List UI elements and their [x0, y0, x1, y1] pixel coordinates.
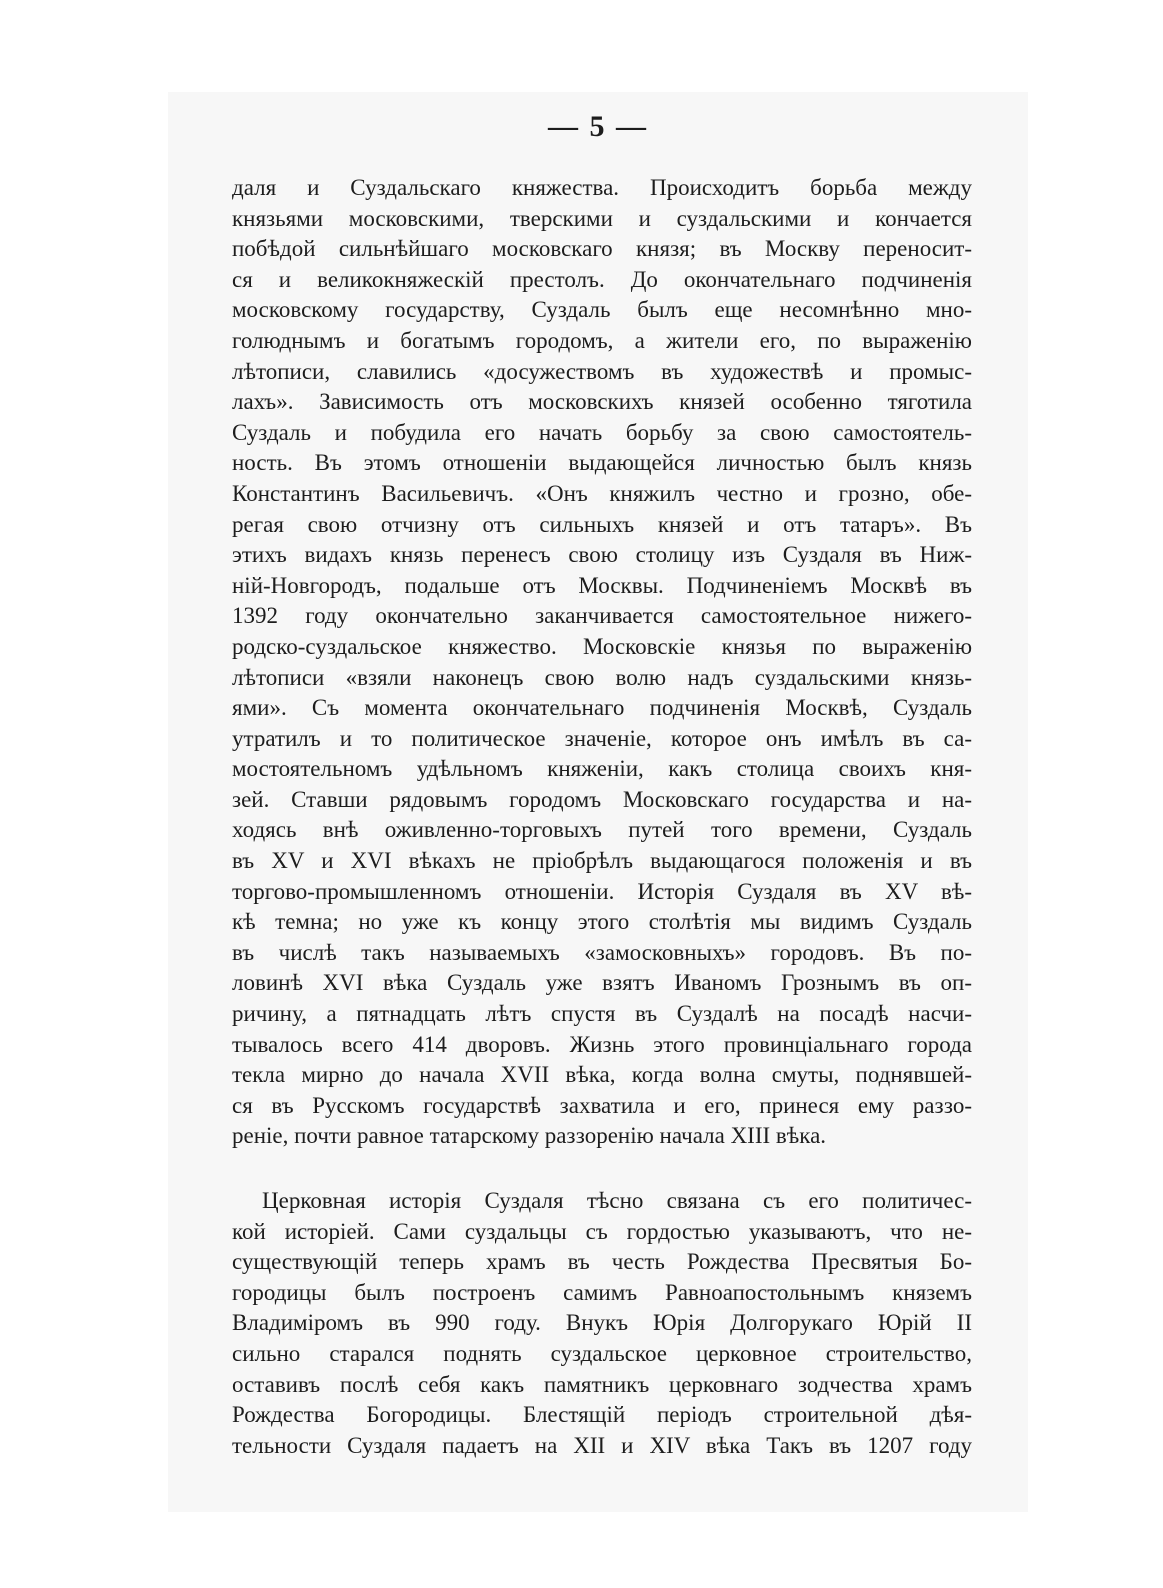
text-line: городицы былъ построенъ самимъ Равноапостольнымъ княземъ — [232, 1279, 972, 1305]
text-line: мостоятельномъ удѣльномъ княженіи, какъ столица своихъ кня- — [232, 756, 972, 782]
text-line: въ числѣ такъ называемыхъ «замосковныхъ» городовъ. Въ по- — [232, 939, 972, 965]
text-line: существующій теперь храмъ въ честь Рождества Пресвятыя Бо- — [232, 1249, 972, 1275]
text-line: побѣдой сильнѣйшаго московскаго князя; въ Москву переносит- — [232, 236, 972, 262]
page-number: — 5 — — [548, 110, 648, 143]
text-line: кой исторіей. Сами суздальцы съ гордостью указываютъ, что не- — [232, 1218, 972, 1244]
text-line: торгово-промышленномъ отношеніи. Исторія Суздаля въ XV вѣ- — [232, 878, 972, 904]
text-line: Церковная исторія Суздаля тѣсно связана съ его политичес- — [262, 1188, 972, 1213]
text-line: князьями московскими, тверскими и суздальскими и кончается — [232, 205, 972, 231]
text-line: лѣтописи «взяли наконецъ свою волю надъ суздальскими князь- — [232, 664, 972, 690]
text-line: реніе, почти равное татарскому раззоренію начала XIII вѣка. — [232, 1123, 827, 1149]
text-line: регая свою отчизну отъ сильныхъ князей и отъ татаръ». Въ — [232, 511, 972, 537]
text-line: ность. Въ этомъ отношеніи выдающейся личностью былъ князь — [232, 450, 972, 476]
text-line: ся въ Русскомъ государствѣ захватила и его, принеся ему раззо- — [232, 1092, 972, 1118]
text-line: ній-Новгородъ, подальше отъ Москвы. Подчиненіемъ Москвѣ въ — [232, 572, 972, 598]
text-line: голюднымъ и богатымъ городомъ, а жители его, по выраженію — [232, 327, 972, 353]
text-line: ся и великокняжескій престолъ. До окончательнаго подчиненія — [232, 266, 972, 292]
text-line: московскому государству, Суздаль былъ еще несомнѣнно мно- — [232, 297, 972, 323]
text-line: ловинѣ XVI вѣка Суздаль уже взятъ Иваномъ Грознымъ въ оп- — [232, 970, 972, 996]
text-line: кѣ темна; но уже къ концу этого столѣтія мы видимъ Суздаль — [232, 909, 972, 935]
text-line: сильно старался поднять суздальское церковное строительство, — [232, 1340, 972, 1366]
text-line: Владиміромъ въ 990 году. Внукъ Юрія Долгорукаго Юрій II — [232, 1310, 972, 1336]
text-line: ричину, а пятнадцать лѣтъ спустя въ Суздалѣ на посадѣ насчи- — [232, 1001, 972, 1027]
text-line: лахъ». Зависимость отъ московскихъ князей особенно тяготила — [232, 389, 972, 415]
text-line: оставивъ послѣ себя какъ памятникъ церковнаго зодчества храмъ — [232, 1371, 972, 1397]
text-line: въ XV и XVI вѣкахъ не пріобрѣлъ выдающагося положенія и въ — [232, 848, 972, 874]
text-line: родско-суздальское княжество. Московскіе князья по выраженію — [232, 633, 972, 659]
text-line: зей. Ставши рядовымъ городомъ Московскаго государства и на- — [232, 786, 972, 812]
text-line: этихъ видахъ князь перенесъ свою столицу изъ Суздаля въ Ниж- — [232, 542, 972, 568]
text-line: тывалось всего 414 дворовъ. Жизнь этого провинціальнаго города — [232, 1031, 972, 1057]
text-line: тельности Суздаля падаетъ на XII и XIV вѣка Такъ въ 1207 году — [232, 1432, 972, 1458]
text-line: лѣтописи, славились «досужествомъ въ художествѣ и промыс- — [232, 358, 972, 384]
text-line: 1392 году окончательно заканчивается самостоятельное нижего- — [232, 603, 972, 629]
paragraph-1 — [232, 173, 972, 1152]
text-line: утратилъ и то политическое значеніе, которое онъ имѣлъ въ са- — [232, 725, 972, 751]
text-line: Рождества Богородицы. Блестящій періодъ строительной дѣя- — [232, 1402, 972, 1428]
text-line: ями». Съ момента окончательнаго подчиненія Москвѣ, Суздаль — [232, 695, 972, 721]
text-line: текла мирно до начала XVII вѣка, когда волна смуты, поднявшей- — [232, 1062, 972, 1088]
text-line: Константинъ Васильевичъ. «Онъ княжилъ честно и грозно, обе- — [232, 480, 972, 506]
text-line: Суздаль и побудила его начать борьбу за свою самостоятель- — [232, 419, 972, 445]
text-line: даля и Суздальскаго княжества. Происходитъ борьба между — [232, 175, 972, 200]
text-line: ходясь внѣ оживленно-торговыхъ путей того времени, Суздаль — [232, 817, 972, 843]
paragraph-2 — [232, 1186, 972, 1461]
